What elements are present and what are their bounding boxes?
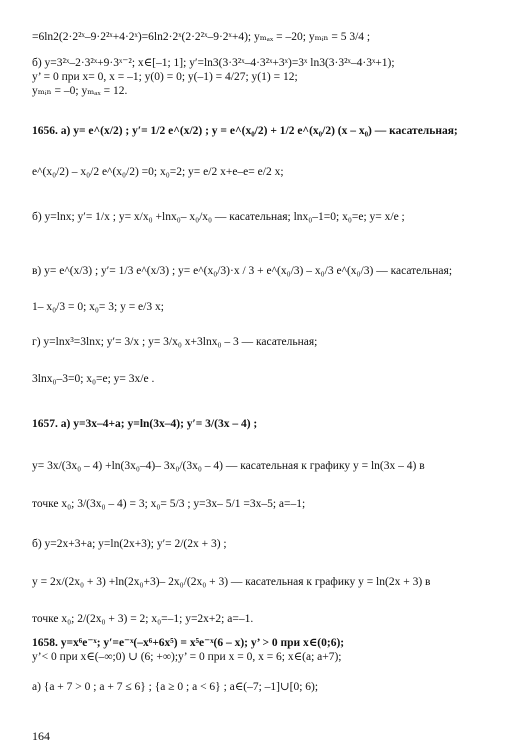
text-line: y’< 0 при x∈(–∞;0) ∪ (6; +∞);y’ = 0 при x = 0, x = 6; x∈(a; a+7);: [32, 651, 342, 663]
problem-1657-heading: 1657. а) y=3x–4+a; y=ln(3x–4); y′= 3/(3x – 4) ;: [32, 418, 258, 430]
text-line: y= 3x/(3x₀ – 4) +ln(3x₀–4)– 3x₀/(3x₀ – 4) — касательная к графику y = ln(3x – 4) в: [32, 460, 425, 472]
text-line: e^(x₀/2) – x₀/2 e^(x₀/2) =0; x₀=2; y= e/2 x+e–e= e/2 x;: [32, 166, 284, 178]
text-line: г) y=lnx³=3lnx; y′= 3/x ; y= 3/x₀ x+3lnx₀ – 3 — касательная;: [32, 336, 318, 348]
page-number: 164: [32, 729, 50, 743]
text-line: y = 2x/(2x₀ + 3) +ln(2x₀+3)– 2x₀/(2x₀ + 3) — касательная к графику y = ln(2x + 3) в: [32, 576, 431, 588]
text-line: yₘᵢₙ = –0; yₘₐₓ = 12.: [32, 85, 128, 97]
text-line: в) y= e^(x/3) ; y′= 1/3 e^(x/3) ; y= e^(x₀/3)·x / 3 + e^(x₀/3) – x₀/3 e^(x₀/3) — касательная;: [32, 265, 453, 277]
problem-1658-heading: 1658. y=x⁶e⁻ˣ; y′=e⁻ˣ(–x⁶+6x⁵) = x⁵e⁻ˣ(6 – x); y’ > 0 при x∈(0;6);: [32, 637, 345, 649]
text-line: y’ = 0 при x= 0, x = –1; y(0) = 0; y(–1) = 4/27; y(1) = 12;: [32, 71, 298, 83]
text-line: б) y=3²ˣ–2·3²ˣ+9·3ˣ⁻²; x∈[–1; 1]; y′=ln3(3·3²ˣ–4·3²ˣ+3ˣ)=3ˣ ln3(3·3²ˣ–4·3ˣ+1);: [32, 57, 395, 69]
text-line: а) {a + 7 > 0 ; a + 7 ≤ 6} ; {a ≥ 0 ; a < 6} ; a∈(–7; –1]∪[0; 6);: [32, 681, 319, 693]
text-line: 3lnx₀–3=0; x₀=e; y= 3x/e .: [32, 373, 155, 385]
text-line: б) y=2x+3+a; y=ln(2x+3); y′= 2/(2x + 3) ;: [32, 538, 227, 550]
text-line: 1– x₀/3 = 0; x₀= 3; y = e/3 x;: [32, 301, 164, 313]
text-line: =6ln2(2·2²ˣ–9·2²ˣ+4·2ˣ)=6ln2·2ˣ(2·2²ˣ–9·2ˣ+4); yₘₐₓ = –20; yₘᵢₙ = 5 3/4 ;: [32, 31, 371, 43]
text-line: точке x₀; 2/(2x₀ + 3) = 2; x₀=–1; y=2x+2; a=–1.: [32, 613, 254, 625]
text-line: б) y=lnx; y′= 1/x ; y= x/x₀ +lnx₀– x₀/x₀ — касательная; lnx₀–1=0; x₀=e; y= x/e ;: [32, 211, 405, 223]
problem-1656-heading: 1656. а) y= e^(x/2) ; y′= 1/2 e^(x/2) ; y = e^(x₀/2) + 1/2 e^(x₀/2) (x – x₀) — касательная;: [32, 125, 458, 137]
text-line: точке x₀; 3/(3x₀ – 4) = 3; x₀= 5/3 ; y=3x– 5/1 =3x–5; a=–1;: [32, 498, 306, 510]
